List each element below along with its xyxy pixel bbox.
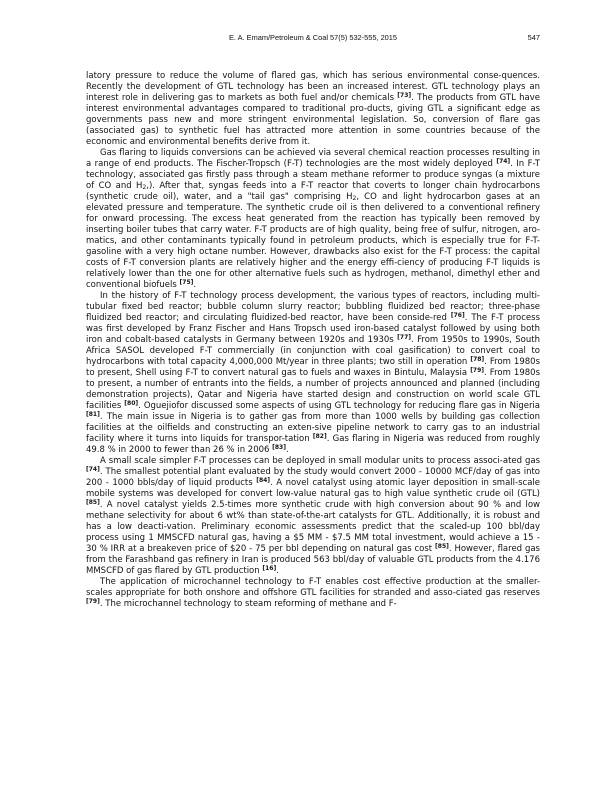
- paragraph: [86, 577, 540, 610]
- text-run: . A novel catalyst yields 2.5-times more synthetic crude with high conversion about 90 % and low methane selectivity for about 6 wt% than state-of-the-art catalysts for GTL. Additionally, it is robust and has a low deacti-vation. Preliminary economic assessments predict that the scaled-up 100 bbl/day process using 1 MMSCFD natural gas, having a $5 MM - $7.5 MM total investment, would achieve a 15 - 30 % IRR at a breakeven price of $20 - 75 per bbl depending on natural gas cost: [86, 500, 540, 554]
- citation-reference: [84]: [256, 477, 271, 484]
- text-run: . The products from GTL have interest environmental advantages compared to traditional pro-ducts, giving GTL a significant edge as governments pass new and more stringent environmental legislation. So, conversion of flare gas (associated gas) to synthetic fuel has attracted more attention in some countries because of the economic and environmental benefits derive from it.: [86, 93, 540, 147]
- citation-reference: [85]: [435, 543, 449, 550]
- text-run: . From 1980s to present, a number of entrants into the fields, a number of projects announced and planned (including demonstration projects), Qatar and Nigeria have started design and construction on world scale GTL facilities: [86, 368, 540, 411]
- citation-reference: [74]: [86, 466, 100, 473]
- text-run: . From 1980s to present, Shell using F-T to convert natural gas to fuels and waxes in Bintulu, Malaysia: [86, 357, 540, 378]
- citation-reference: [85]: [86, 499, 100, 506]
- citation-reference: [79]: [86, 598, 100, 605]
- text-run: ,). After that, syngas feeds into a F-T reactor that coverts to longer chain hydrocarbons (synthetic crude oil), water, and a "tail gas" comprising H: [86, 181, 541, 202]
- citation-reference: [78]: [470, 356, 485, 363]
- running-header: [86, 33, 540, 45]
- subscript: 2: [142, 184, 147, 191]
- subscript: 2: [352, 195, 357, 202]
- text-run: .: [285, 445, 289, 455]
- paragraph: [86, 456, 540, 577]
- citation-reference: [82]: [312, 433, 327, 440]
- text-run: latory pressure to reduce the volume of flared gas, which has serious environmental conse-quences. Recently the development of GTL technology has been an increased interest. GTL technology plays an interest role in delivering gas to markets as both fuel and/or chemicals: [86, 71, 540, 103]
- citation-reference: [83]: [272, 444, 286, 451]
- text-run: . Oguejiofor discussed some aspects of using GTL technology for reducing flare gas in Nigeria: [138, 401, 541, 411]
- paragraph: [86, 291, 540, 456]
- citation-reference: [16]: [262, 565, 277, 572]
- citation-reference: [75]: [179, 279, 194, 286]
- text-run: In the history of F-T technology process development, the various types of reactors, including multi-tubular fixed bed reactor; bubble column slurry reactor; bubbling fluidized bed reactor; three-phase fluidized bed reactor; and circulating fluidized-bed reactor, have been conside-red: [86, 291, 540, 323]
- text-run: . The microchannel technology to steam reforming of methane and F-: [99, 599, 397, 609]
- text-run: . A novel catalyst using atomic layer deposition in small-scale mobile systems was developed for convert low-value natural gas to high value synthetic crude oil (GTL): [86, 478, 540, 499]
- citation-reference: [79]: [470, 367, 485, 374]
- text-run: . The smallest potential plant evaluated by the study would convert 2000 - 10000 MCF/day of gas into 200 - 1000 bbls/day of liquid products: [86, 467, 540, 488]
- text-run: . From 1950s to 1990s, South Africa SASOL developed F-T commercially (in conjunction with coal gasification) to convert coal to hydrocarbons with total capacity 4,000,000 Mt/year in three plants; two still in operation: [86, 335, 540, 367]
- text-run: A small scale simpler F-T processes can be deployed in small modular units to process associ-ated gas: [100, 456, 540, 466]
- paragraph: [86, 71, 540, 148]
- citation-reference: [77]: [397, 334, 411, 341]
- page-number: 547: [527, 33, 540, 42]
- text-run: .: [276, 566, 279, 576]
- text-run: . However, flared gas from the Farashband gas refinery in Iran is produced 563 bbl/day of valuable GTL products from the 4.176 MMSCFD of gas flared by GTL production: [86, 544, 540, 576]
- text-run: The application of microchannel technology to F-T enables cost effective production at the smaller-scales appropriate for both onshore and offshore GTL facilities for stranded and asso-ciated gas reserves: [86, 577, 540, 598]
- text-run: . The F-T process was first developed by Franz Fischer and Hans Tropsch used iron-based catalyst followed by using both iron and cobalt-based catalysts in Germany between 1920s and 1930s: [86, 313, 540, 345]
- text-run: . Gas flaring in Nigeria was reduced from roughly 49.8 % in 2000 to fewer than 26 % in 2006: [86, 434, 540, 455]
- citation-reference: [80]: [124, 400, 139, 407]
- text-run: .: [193, 280, 197, 290]
- citation-reference: [73]: [397, 92, 412, 99]
- text-run: Gas flaring to liquids conversions can be achieved via several chemical reaction processes resulting in a range of end products. The Fischer-Tropsch (F-T) technologies are the most widely deployed: [86, 148, 540, 169]
- citation-reference: [74]: [496, 158, 511, 165]
- citation-reference: [76]: [450, 312, 465, 319]
- text-run: . The main issue in Nigeria is to gather gas from more than 1000 wells by building gas collection facilities at the oilfields and constructing an exten-sive pipeline network to carry gas to an industrial facility where it turns into liquids for transpor-tation: [86, 412, 540, 444]
- article-body: [86, 71, 540, 610]
- text-run: . In F-T technology, associated gas firstly pass through a steam methane reformer to produce syngas (a mixture of CO and H: [86, 159, 540, 191]
- citation-reference: [81]: [86, 411, 100, 418]
- paragraph: [86, 148, 540, 291]
- text-run: , CO and light hydrocarbon gases at an elevated pressure and temperature. The synthetic crude oil is then delivered to a conventional refinery for onward processing. The excess heat generated from the reaction has typically been removed by inserting boiler tubes that carry water. F-T products are of high quality, being free of sulfur, nitrogen, aro-matics, and other contaminants typically found in petroleum products, which is especially true for F-T-gasoline with a very high octane number. However, drawbacks also exist for the F-T process: the capital costs of F-T conversion plants are relatively higher and the energy effi-ciency of producing F-T liquids is relatively lower than the one for other alternative fuels such as hydrogen, methanol, dimethyl ether and conventional biofuels: [86, 192, 540, 290]
- journal-citation: E. A. Emam/Petroleum & Coal 57(5) 532-555, 2015: [228, 33, 398, 42]
